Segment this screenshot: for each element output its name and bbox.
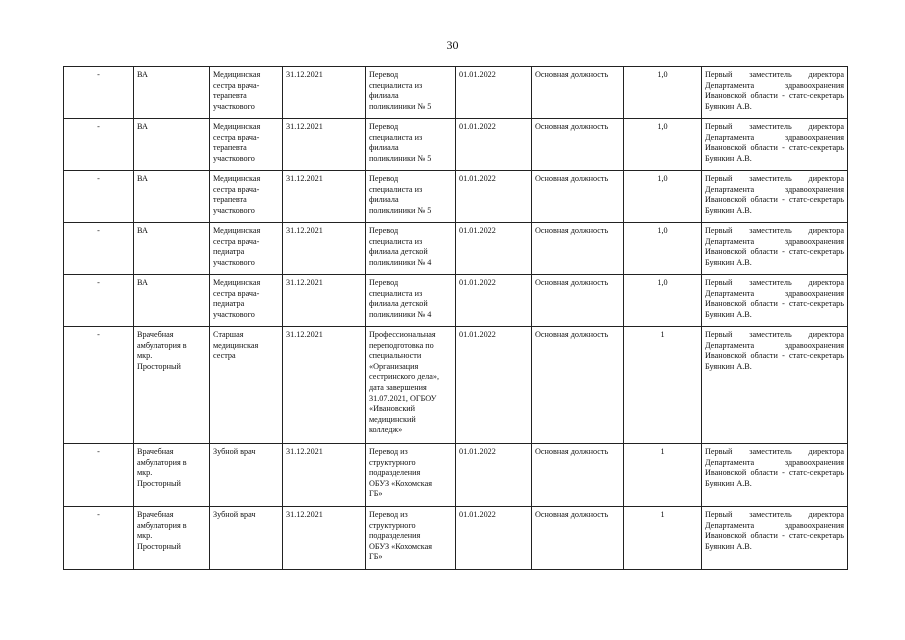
- date-from-cell: 31.12.2021: [283, 444, 366, 507]
- unit-cell: Врачебная амбулатория в мкр. Просторный: [134, 507, 210, 570]
- position-cell: Медицинская сестра врача- педиатра участкового: [210, 275, 283, 327]
- reason-cell: Перевод специалиста из филиала поликлиники № 5: [366, 67, 456, 119]
- row-marker: -: [64, 327, 134, 444]
- staff-table: [63, 66, 848, 570]
- unit-cell: ВА: [134, 275, 210, 327]
- approved-by-cell: Первый заместитель директора Департамента здравоохранения Ивановской области - статс-секретарь Буянкин А.В.: [702, 171, 848, 223]
- date-from-cell: 31.12.2021: [283, 507, 366, 570]
- position-type-cell: Основная должность: [532, 67, 624, 119]
- rate-cell: 1,0: [624, 119, 702, 171]
- date-to-cell: 01.01.2022: [456, 275, 532, 327]
- unit-cell: ВА: [134, 223, 210, 275]
- reason-cell: Перевод специалиста из филиала поликлиники № 5: [366, 119, 456, 171]
- date-from-cell: 31.12.2021: [283, 223, 366, 275]
- table-row: [64, 507, 848, 570]
- approved-by-cell: Первый заместитель директора Департамента здравоохранения Ивановской области - статс-секретарь Буянкин А.В.: [702, 119, 848, 171]
- approved-by-cell: Первый заместитель директора Департамента здравоохранения Ивановской области - статс-секретарь Буянкин А.В.: [702, 444, 848, 507]
- date-from-cell: 31.12.2021: [283, 67, 366, 119]
- date-from-cell: 31.12.2021: [283, 275, 366, 327]
- row-marker: -: [64, 507, 134, 570]
- reason-cell: Перевод специалиста из филиала поликлиники № 5: [366, 171, 456, 223]
- table-row: [64, 67, 848, 119]
- rate-cell: 1: [624, 507, 702, 570]
- position-cell: Зубной врач: [210, 444, 283, 507]
- unit-cell: ВА: [134, 119, 210, 171]
- date-to-cell: 01.01.2022: [456, 507, 532, 570]
- reason-cell: Профессиональная переподготовка по специальности «Организация сестринского дела», дата завершения 31.07.2021, ОГБОУ «Ивановский медицинский колледж»: [366, 327, 456, 444]
- rate-cell: 1,0: [624, 275, 702, 327]
- unit-cell: ВА: [134, 67, 210, 119]
- reason-cell: Перевод специалиста из филиала детской поликлиники № 4: [366, 275, 456, 327]
- date-from-cell: 31.12.2021: [283, 327, 366, 444]
- date-to-cell: 01.01.2022: [456, 171, 532, 223]
- table-row: [64, 119, 848, 171]
- position-type-cell: Основная должность: [532, 327, 624, 444]
- position-type-cell: Основная должность: [532, 223, 624, 275]
- rate-cell: 1: [624, 327, 702, 444]
- position-type-cell: Основная должность: [532, 275, 624, 327]
- row-marker: -: [64, 67, 134, 119]
- table-row: [64, 223, 848, 275]
- date-to-cell: 01.01.2022: [456, 223, 532, 275]
- rate-cell: 1: [624, 444, 702, 507]
- position-cell: Медицинская сестра врача- терапевта участкового: [210, 119, 283, 171]
- rate-cell: 1,0: [624, 171, 702, 223]
- reason-cell: Перевод из структурного подразделения ОБУЗ «Кохомская ГБ»: [366, 444, 456, 507]
- row-marker: -: [64, 275, 134, 327]
- position-type-cell: Основная должность: [532, 171, 624, 223]
- unit-cell: ВА: [134, 171, 210, 223]
- date-from-cell: 31.12.2021: [283, 119, 366, 171]
- table-row: [64, 327, 848, 444]
- unit-cell: Врачебная амбулатория в мкр. Просторный: [134, 327, 210, 444]
- row-marker: -: [64, 223, 134, 275]
- position-cell: Медицинская сестра врача- терапевта участкового: [210, 67, 283, 119]
- table-row: [64, 444, 848, 507]
- position-cell: Зубной врач: [210, 507, 283, 570]
- position-type-cell: Основная должность: [532, 444, 624, 507]
- approved-by-cell: Первый заместитель директора Департамента здравоохранения Ивановской области - статс-секретарь Буянкин А.В.: [702, 223, 848, 275]
- row-marker: -: [64, 171, 134, 223]
- approved-by-cell: Первый заместитель директора Департамента здравоохранения Ивановской области - статс-секретарь Буянкин А.В.: [702, 67, 848, 119]
- table-body: [64, 67, 848, 570]
- unit-cell: Врачебная амбулатория в мкр. Просторный: [134, 444, 210, 507]
- reason-cell: Перевод из структурного подразделения ОБУЗ «Кохомская ГБ»: [366, 507, 456, 570]
- rate-cell: 1,0: [624, 223, 702, 275]
- date-to-cell: 01.01.2022: [456, 327, 532, 444]
- date-to-cell: 01.01.2022: [456, 444, 532, 507]
- approved-by-cell: Первый заместитель директора Департамента здравоохранения Ивановской области - статс-секретарь Буянкин А.В.: [702, 327, 848, 444]
- row-marker: -: [64, 119, 134, 171]
- approved-by-cell: Первый заместитель директора Департамента здравоохранения Ивановской области - статс-секретарь Буянкин А.В.: [702, 275, 848, 327]
- reason-cell: Перевод специалиста из филиала детской поликлиники № 4: [366, 223, 456, 275]
- position-cell: Медицинская сестра врача- педиатра участкового: [210, 223, 283, 275]
- position-cell: Медицинская сестра врача- терапевта участкового: [210, 171, 283, 223]
- position-type-cell: Основная должность: [532, 507, 624, 570]
- date-from-cell: 31.12.2021: [283, 171, 366, 223]
- page-number: 30: [446, 38, 459, 52]
- date-to-cell: 01.01.2022: [456, 119, 532, 171]
- row-marker: -: [64, 444, 134, 507]
- approved-by-cell: Первый заместитель директора Департамента здравоохранения Ивановской области - статс-секретарь Буянкин А.В.: [702, 507, 848, 570]
- table-row: [64, 275, 848, 327]
- position-type-cell: Основная должность: [532, 119, 624, 171]
- date-to-cell: 01.01.2022: [456, 67, 532, 119]
- rate-cell: 1,0: [624, 67, 702, 119]
- table-row: [64, 171, 848, 223]
- position-cell: Старшая медицинская сестра: [210, 327, 283, 444]
